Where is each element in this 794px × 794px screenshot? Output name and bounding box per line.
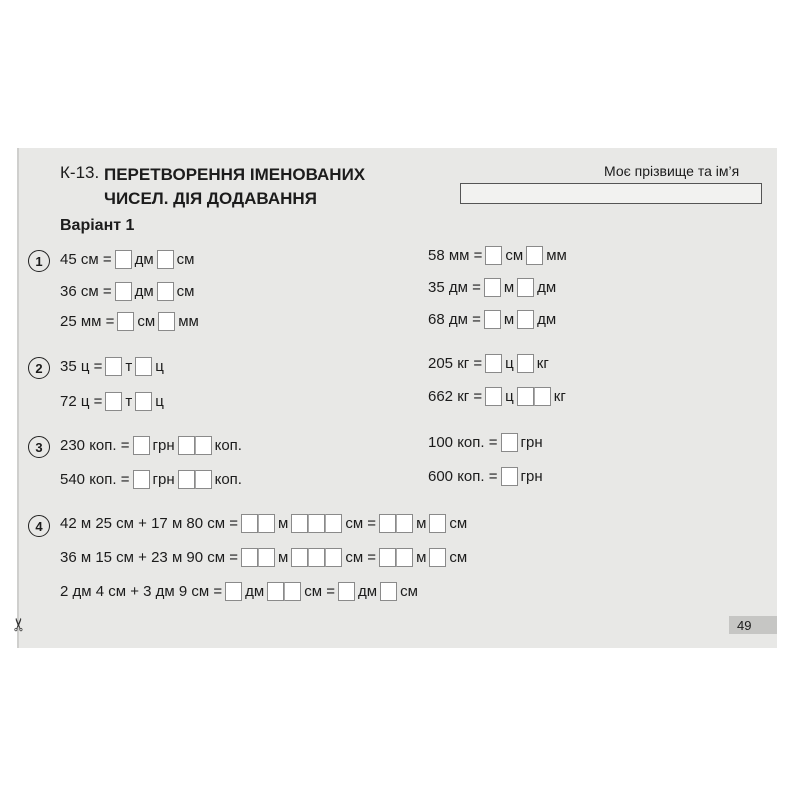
answer-box[interactable] bbox=[258, 514, 275, 533]
unit: дм bbox=[134, 251, 154, 268]
answer-box[interactable] bbox=[195, 470, 212, 489]
expression: 36 м 15 см + 23 м 90 см = bbox=[60, 549, 239, 566]
task-number-1: 1 bbox=[28, 250, 50, 272]
task1-left-row1 bbox=[60, 250, 197, 269]
expression: 662 кг = bbox=[428, 388, 483, 405]
answer-box[interactable] bbox=[133, 470, 150, 489]
unit: дм bbox=[245, 583, 265, 600]
answer-box[interactable] bbox=[291, 548, 308, 567]
answer-box[interactable] bbox=[380, 582, 397, 601]
expression: 230 коп. = bbox=[60, 437, 130, 454]
task2-right-row2 bbox=[428, 387, 569, 406]
unit: см bbox=[176, 283, 195, 300]
worksheet-title bbox=[104, 163, 365, 211]
page-number: 49 bbox=[729, 616, 777, 634]
unit: кг bbox=[553, 388, 566, 405]
answer-box[interactable] bbox=[534, 387, 551, 406]
unit: дм bbox=[537, 279, 557, 296]
answer-box[interactable] bbox=[267, 582, 284, 601]
expression: 35 ц = bbox=[60, 358, 103, 375]
expression: 45 см = bbox=[60, 251, 112, 268]
expression: 2 дм 4 см + 3 дм 9 см = bbox=[60, 583, 223, 600]
answer-box[interactable] bbox=[195, 436, 212, 455]
answer-box[interactable] bbox=[396, 548, 413, 567]
unit: дм bbox=[357, 583, 378, 600]
unit: м bbox=[416, 515, 427, 532]
answer-box[interactable] bbox=[485, 387, 502, 406]
answer-box[interactable] bbox=[241, 514, 258, 533]
unit: см bbox=[505, 247, 524, 264]
unit: м bbox=[503, 311, 515, 328]
unit: ц bbox=[155, 393, 164, 410]
unit: м bbox=[416, 549, 427, 566]
unit: см bbox=[137, 313, 156, 330]
unit: т bbox=[125, 358, 133, 375]
task1-left-row2 bbox=[60, 282, 197, 301]
task1-right-row2 bbox=[428, 278, 559, 297]
task4-row2 bbox=[60, 548, 470, 567]
answer-box[interactable] bbox=[308, 548, 325, 567]
task1-left-row3 bbox=[60, 312, 202, 331]
unit: ц bbox=[155, 358, 164, 375]
answer-box[interactable] bbox=[105, 392, 122, 411]
expression: 72 ц = bbox=[60, 393, 103, 410]
answer-box[interactable] bbox=[284, 582, 301, 601]
answer-box[interactable] bbox=[325, 514, 342, 533]
answer-box[interactable] bbox=[338, 582, 355, 601]
answer-box[interactable] bbox=[115, 250, 132, 269]
unit: коп. bbox=[214, 471, 242, 488]
answer-box[interactable] bbox=[135, 357, 152, 376]
answer-box[interactable] bbox=[429, 548, 446, 567]
task1-right-row3 bbox=[428, 310, 559, 329]
expression: 600 коп. = bbox=[428, 468, 498, 485]
task3-right-row2 bbox=[428, 467, 546, 486]
expression: 58 мм = bbox=[428, 247, 483, 264]
unit: мм bbox=[546, 247, 567, 264]
title-line-1: ПЕРЕТВОРЕННЯ ІМЕНОВАНИХ bbox=[104, 165, 366, 184]
answer-box[interactable] bbox=[178, 436, 195, 455]
variant-heading: Варіант 1 bbox=[60, 217, 135, 234]
unit: см = bbox=[304, 583, 335, 600]
expression: 36 см = bbox=[60, 283, 112, 300]
unit: м bbox=[278, 515, 289, 532]
answer-box[interactable] bbox=[158, 312, 175, 331]
answer-box[interactable] bbox=[517, 354, 534, 373]
answer-box[interactable] bbox=[501, 467, 518, 486]
answer-box[interactable] bbox=[135, 392, 152, 411]
unit: см = bbox=[345, 515, 377, 532]
answer-box[interactable] bbox=[517, 387, 534, 406]
answer-box[interactable] bbox=[484, 310, 501, 329]
unit: ц bbox=[505, 388, 514, 405]
expression: 68 дм = bbox=[428, 311, 481, 328]
unit: дм bbox=[537, 311, 557, 328]
task2-left-row1 bbox=[60, 357, 167, 376]
unit: дм bbox=[134, 283, 154, 300]
worksheet-code: К-13. bbox=[60, 163, 100, 182]
answer-box[interactable] bbox=[517, 310, 534, 329]
unit: мм bbox=[178, 313, 199, 330]
unit: см bbox=[449, 549, 468, 566]
task3-left-row1 bbox=[60, 436, 245, 455]
unit: коп. bbox=[214, 437, 242, 454]
task1-right-row1 bbox=[428, 246, 570, 265]
answer-box[interactable] bbox=[396, 514, 413, 533]
unit: м bbox=[278, 549, 289, 566]
answer-box[interactable] bbox=[241, 548, 258, 567]
expression: 35 дм = bbox=[428, 279, 481, 296]
unit: см = bbox=[345, 549, 377, 566]
unit: см bbox=[449, 515, 468, 532]
answer-box[interactable] bbox=[308, 514, 325, 533]
answer-box[interactable] bbox=[157, 282, 174, 301]
unit: м bbox=[503, 279, 515, 296]
answer-box[interactable] bbox=[485, 246, 502, 265]
expression: 540 коп. = bbox=[60, 471, 130, 488]
task2-left-row2 bbox=[60, 392, 167, 411]
answer-box[interactable] bbox=[429, 514, 446, 533]
unit: см bbox=[176, 251, 195, 268]
expression: 42 м 25 см + 17 м 80 см = bbox=[60, 515, 239, 532]
answer-box[interactable] bbox=[115, 282, 132, 301]
answer-box[interactable] bbox=[225, 582, 242, 601]
answer-box[interactable] bbox=[485, 354, 502, 373]
task3-left-row2 bbox=[60, 470, 245, 489]
expression: 100 коп. = bbox=[428, 434, 498, 451]
task4-row1 bbox=[60, 514, 470, 533]
name-label: Моє прізвище та ім’я bbox=[604, 163, 740, 179]
title-line-2: ЧИСЕЛ. ДІЯ ДОДАВАННЯ bbox=[104, 189, 317, 208]
expression: 25 мм = bbox=[60, 313, 115, 330]
unit: грн bbox=[152, 471, 175, 488]
answer-box[interactable] bbox=[291, 514, 308, 533]
task4-row3 bbox=[60, 582, 421, 601]
answer-box[interactable] bbox=[117, 312, 134, 331]
unit: см bbox=[400, 583, 418, 600]
expression: 205 кг = bbox=[428, 355, 483, 372]
page-edge bbox=[17, 148, 19, 648]
answer-box[interactable] bbox=[379, 548, 396, 567]
unit: грн bbox=[520, 434, 543, 451]
answer-box[interactable] bbox=[178, 470, 195, 489]
task3-right-row1 bbox=[428, 433, 546, 452]
answer-box[interactable] bbox=[517, 278, 534, 297]
answer-box[interactable] bbox=[526, 246, 543, 265]
task-number-2: 2 bbox=[28, 357, 50, 379]
name-field[interactable] bbox=[460, 183, 762, 204]
unit: грн bbox=[520, 468, 543, 485]
scissors-icon: ✂ bbox=[9, 616, 30, 633]
answer-box[interactable] bbox=[484, 278, 501, 297]
unit: грн bbox=[152, 437, 175, 454]
unit: кг bbox=[536, 355, 549, 372]
answer-box[interactable] bbox=[105, 357, 122, 376]
task-number-3: 3 bbox=[28, 436, 50, 458]
task-number-4: 4 bbox=[28, 515, 50, 537]
task2-right-row1 bbox=[428, 354, 552, 373]
answer-box[interactable] bbox=[325, 548, 342, 567]
answer-box[interactable] bbox=[133, 436, 150, 455]
unit: т bbox=[125, 393, 133, 410]
answer-box[interactable] bbox=[157, 250, 174, 269]
unit: ц bbox=[505, 355, 514, 372]
answer-box[interactable] bbox=[379, 514, 396, 533]
answer-box[interactable] bbox=[258, 548, 275, 567]
answer-box[interactable] bbox=[501, 433, 518, 452]
